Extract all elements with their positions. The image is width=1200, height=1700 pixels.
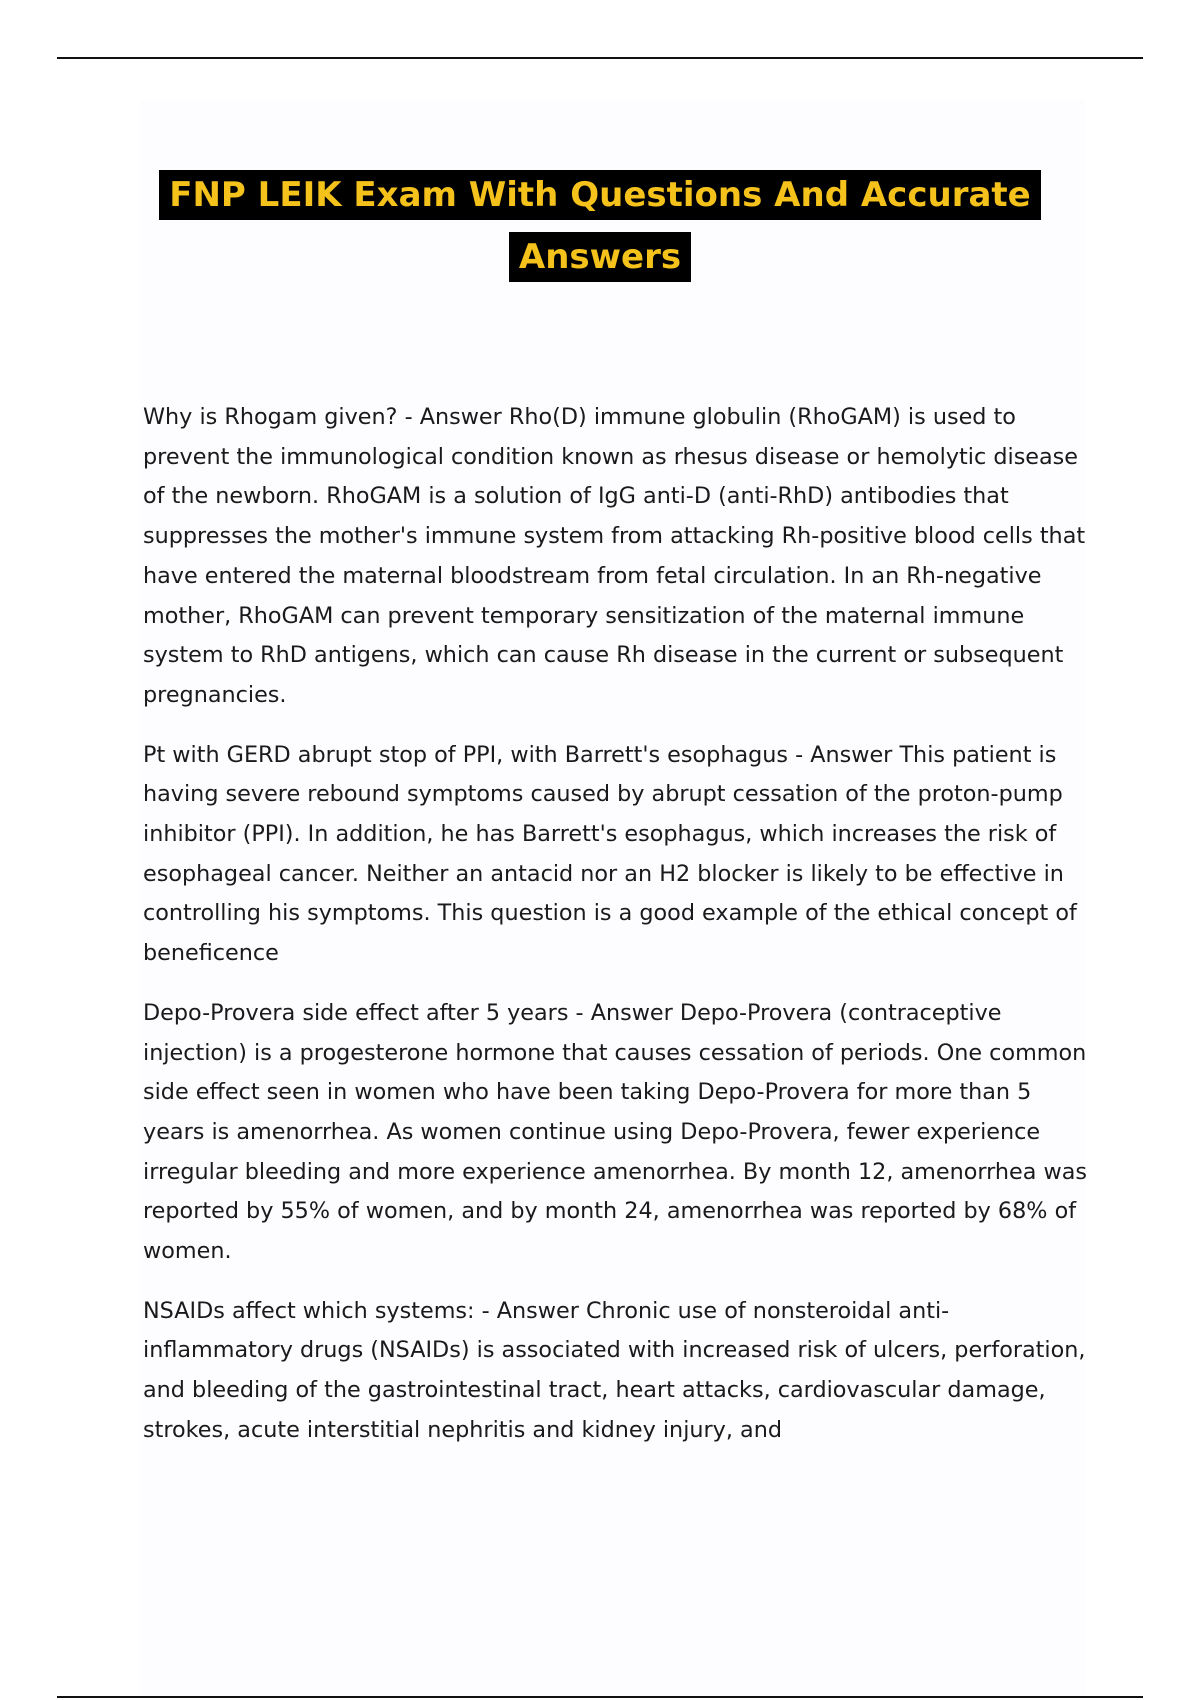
document-title <box>0 166 1200 286</box>
title-line-2: Answers <box>509 232 691 282</box>
title-line-1: FNP LEIK Exam With Questions And Accurate <box>159 170 1040 220</box>
qa-entry-depo-provera: Depo-Provera side effect after 5 years - Answer Depo-Provera (contraceptive injection) is a progesterone hormone that causes cessation of periods. One common side effect seen in women who have been taking Depo-Provera for more than 5 years is amenorrhea. As women continue using Depo-Provera, fewer experience irregular bleeding and more experience amenorrhea. By month 12, amenorrhea was reported by 55% of women, and by month 24, amenorrhea was reported by 68% of women. <box>143 999 1088 1265</box>
footer-rule <box>57 1696 1143 1698</box>
qa-entry-gerd-ppi: Pt with GERD abrupt stop of PPI, with Barrett's esophagus - Answer This patient is having severe rebound symptoms caused by abrupt cessation of the proton-pump inhibitor (PPI). In addition, he has Barrett's esophagus, which increases the risk of esophageal cancer. Neither an antacid nor an H2 blocker is likely to be effective in controlling his symptoms. This question is a good example of the ethical concept of beneficence <box>143 741 1077 967</box>
document-body <box>143 398 1088 1471</box>
qa-entry-rhogam: Why is Rhogam given? - Answer Rho(D) immune globulin (RhoGAM) is used to prevent the immunological condition known as rhesus disease or hemolytic disease of the newborn. RhoGAM is a solution of IgG anti-D (anti-RhD) antibodies that suppresses the mother's immune system from attacking Rh-positive blood cells that have entered the maternal bloodstream from fetal circulation. In an Rh-negative mother, RhoGAM can prevent temporary sensitization of the maternal immune system to RhD antigens, which can cause Rh disease in the current or subsequent pregnancies. <box>143 404 1086 708</box>
header-rule <box>57 57 1143 59</box>
qa-entry-nsaids: NSAIDs affect which systems: - Answer Chronic use of nonsteroidal anti-inflammatory drugs (NSAIDs) is associated with increased risk of ulcers, perforation, and bleeding of the gastrointestinal tract, heart attacks, cardiovascular damage, strokes, acute interstitial nephritis and kidney injury, and <box>143 1297 1086 1443</box>
